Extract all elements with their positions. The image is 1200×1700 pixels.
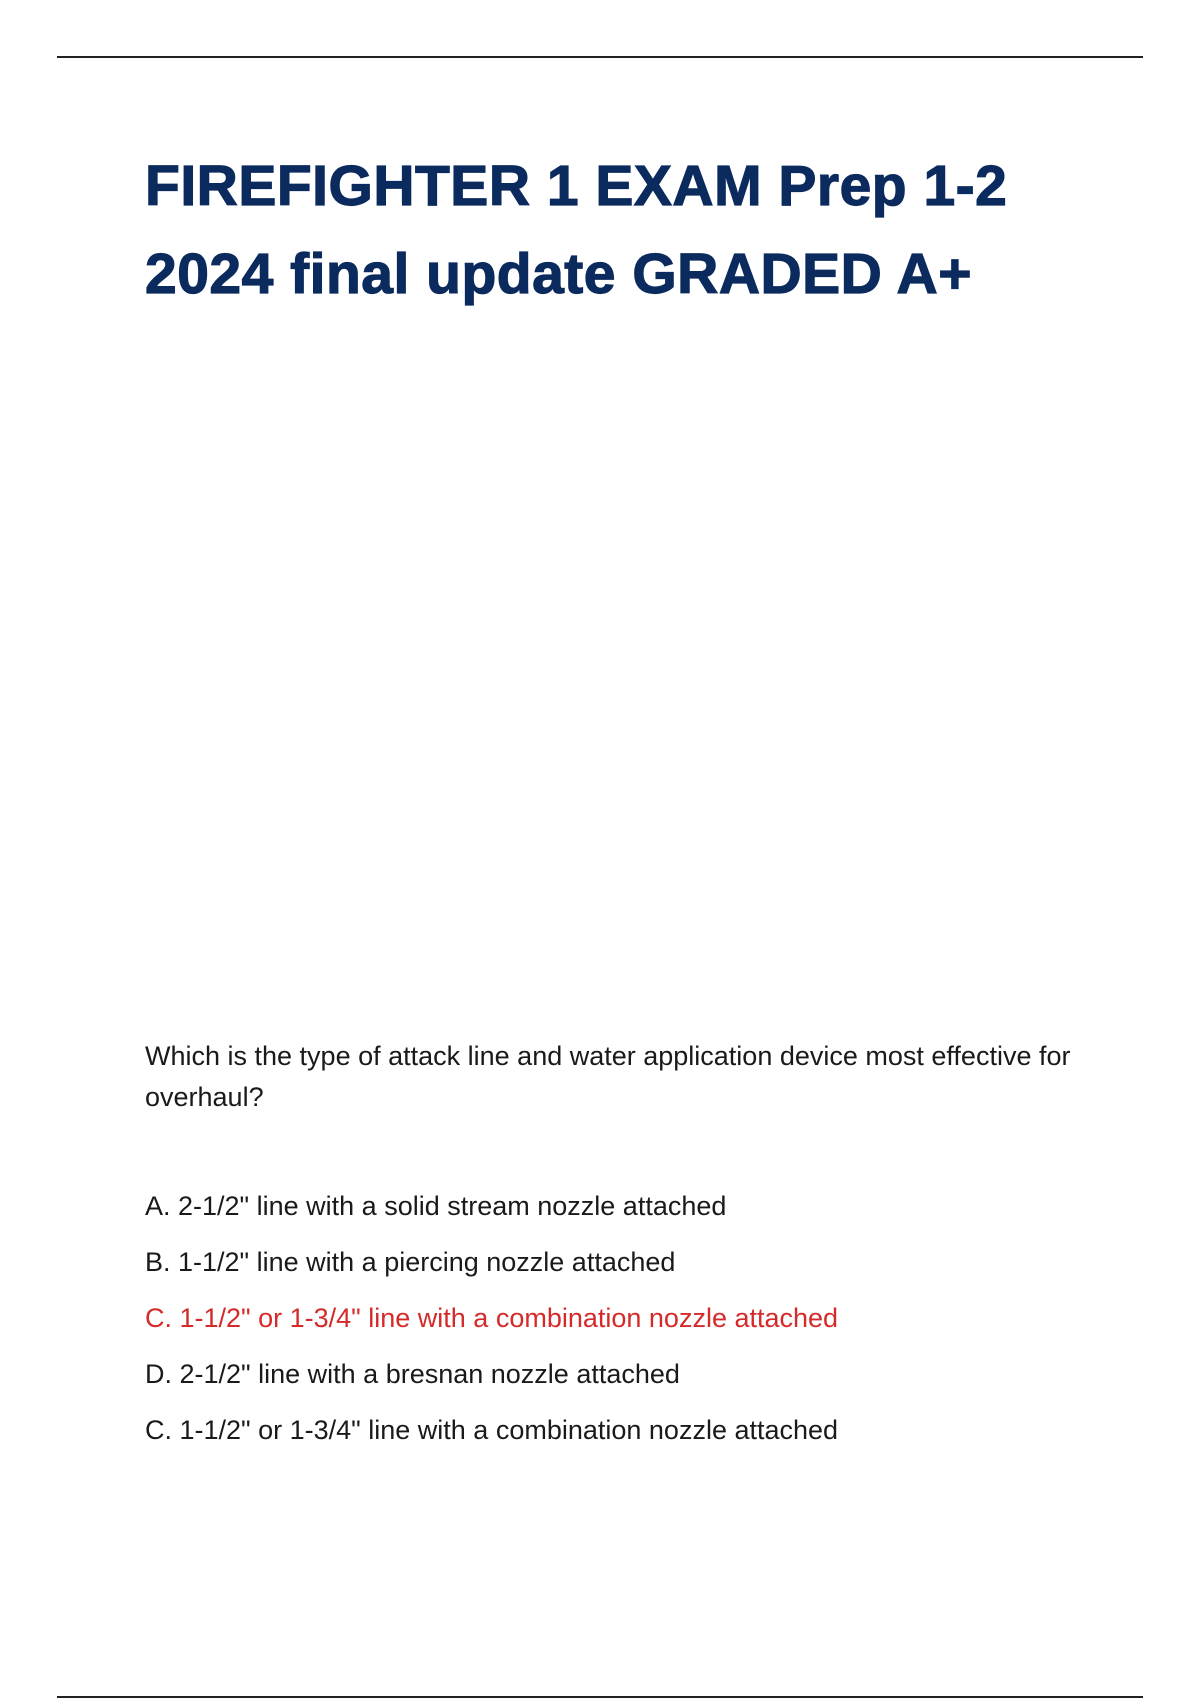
option-c-highlighted: C. 1-1/2" or 1-3/4" line with a combination nozzle attached <box>145 1303 839 1333</box>
option-d: D. 2-1/2" line with a bresnan nozzle attached <box>145 1359 680 1389</box>
bottom-rule <box>57 1696 1143 1698</box>
answer-options <box>145 1190 1075 1470</box>
answer-line: C. 1-1/2" or 1-3/4" line with a combination nozzle attached <box>145 1415 839 1445</box>
question-text: Which is the type of attack line and water application device most effective for overhaul? <box>145 1041 1071 1112</box>
option-b: B. 1-1/2" line with a piercing nozzle attached <box>145 1247 676 1277</box>
document-title: FIREFIGHTER 1 EXAM Prep 1-2 2024 final update GRADED A+ <box>145 154 1008 306</box>
top-rule <box>57 56 1143 58</box>
option-a: A. 2-1/2" line with a solid stream nozzle attached <box>145 1191 727 1221</box>
